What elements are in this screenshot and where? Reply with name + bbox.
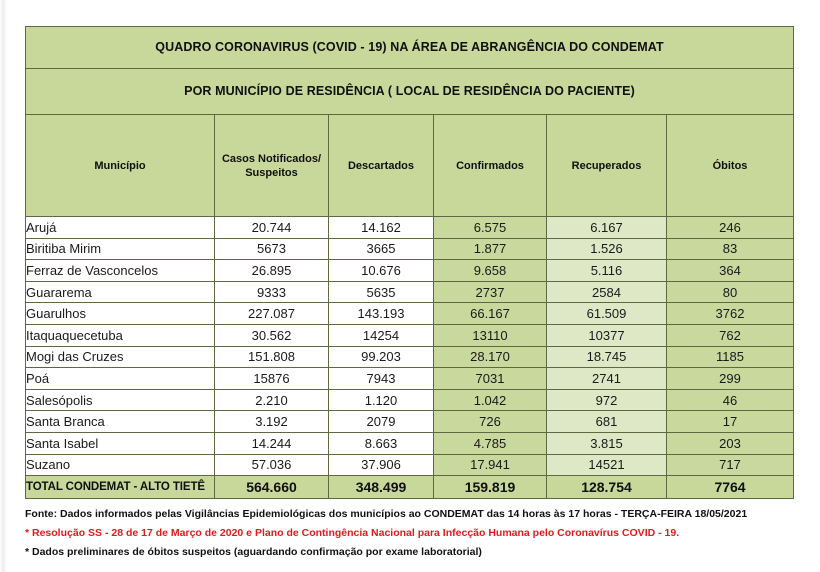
cell-recuperados: 1.526: [547, 238, 667, 260]
title-row-2: [26, 69, 794, 115]
cell-obitos: 17: [667, 411, 794, 433]
cell-descartados: 14.162: [329, 217, 434, 239]
report-title-line-2: POR MUNICÍPIO DE RESIDÊNCIA ( LOCAL DE RESIDÊNCIA DO PACIENTE): [26, 69, 794, 115]
covid-table: [25, 26, 794, 499]
cell-confirmados: 66.167: [434, 303, 547, 325]
cell-obitos: 1185: [667, 346, 794, 368]
cell-recuperados: 2584: [547, 281, 667, 303]
cell-notificados: 26.895: [215, 260, 329, 282]
cell-recuperados: 972: [547, 389, 667, 411]
cell-municipio: Ferraz de Vasconcelos: [26, 260, 215, 282]
cell-confirmados: 1.042: [434, 389, 547, 411]
cell-recuperados: 61.509: [547, 303, 667, 325]
total-descartados: 348.499: [329, 476, 434, 499]
total-recuperados: 128.754: [547, 476, 667, 499]
cell-descartados: 2079: [329, 411, 434, 433]
cell-municipio: Poá: [26, 368, 215, 390]
column-header-casos-line-2: Suspeitos: [245, 166, 298, 179]
cell-notificados: 3.192: [215, 411, 329, 433]
cell-notificados: 14.244: [215, 432, 329, 454]
table-row: [26, 217, 794, 239]
report-title-line-1: QUADRO CORONAVIRUS (COVID - 19) NA ÁREA DE ABRANGÊNCIA DO CONDEMAT: [26, 27, 794, 69]
cell-obitos: 299: [667, 368, 794, 390]
cell-municipio: Suzano: [26, 454, 215, 476]
footnote-source: Fonte: Dados informados pelas Vigilâncias Epidemiológicas dos municípios ao CONDEMAT das 14 horas às 17 horas - TERÇA-FEIRA 18/05/2021: [25, 508, 748, 521]
table-row: [26, 389, 794, 411]
cell-municipio: Itaquaquecetuba: [26, 324, 215, 346]
cell-notificados: 227.087: [215, 303, 329, 325]
cell-obitos: 717: [667, 454, 794, 476]
cell-notificados: 57.036: [215, 454, 329, 476]
cell-confirmados: 13110: [434, 324, 547, 346]
cell-confirmados: 17.941: [434, 454, 547, 476]
cell-municipio: Santa Branca: [26, 411, 215, 433]
footnotes: [25, 503, 793, 560]
cell-municipio: Santa Isabel: [26, 432, 215, 454]
cell-recuperados: 6.167: [547, 217, 667, 239]
cell-confirmados: 28.170: [434, 346, 547, 368]
cell-confirmados: 9.658: [434, 260, 547, 282]
cell-descartados: 1.120: [329, 389, 434, 411]
total-obitos: 7764: [667, 476, 794, 499]
cell-notificados: 9333: [215, 281, 329, 303]
cell-municipio: Mogi das Cruzes: [26, 346, 215, 368]
column-header-recuperados: Recuperados: [547, 115, 667, 217]
cell-notificados: 20.744: [215, 217, 329, 239]
cell-confirmados: 726: [434, 411, 547, 433]
cell-notificados: 15876: [215, 368, 329, 390]
table-row: [26, 281, 794, 303]
cell-descartados: 8.663: [329, 432, 434, 454]
cell-descartados: 143.193: [329, 303, 434, 325]
cell-municipio: Biritiba Mirim: [26, 238, 215, 260]
cell-confirmados: 7031: [434, 368, 547, 390]
total-notificados: 564.660: [215, 476, 329, 499]
column-header-descartados: Descartados: [329, 115, 434, 217]
table-row: [26, 432, 794, 454]
cell-obitos: 80: [667, 281, 794, 303]
cell-descartados: 5635: [329, 281, 434, 303]
column-header-row: [26, 115, 794, 217]
cell-descartados: 10.676: [329, 260, 434, 282]
footnote-resolucao: * Resolução SS - 28 de 17 de Março de 2020 e Plano de Contingência Nacional para Infecção Humana pelo Coronavírus COVID - 19.: [25, 527, 680, 540]
cell-descartados: 14254: [329, 324, 434, 346]
page-left-edge: [0, 0, 7, 572]
cell-descartados: 3665: [329, 238, 434, 260]
column-header-casos-line-1: Casos Notificados/: [221, 152, 322, 165]
total-confirmados: 159.819: [434, 476, 547, 499]
column-header-casos-notificados: [215, 115, 329, 217]
table-row: [26, 368, 794, 390]
table-row: [26, 260, 794, 282]
cell-descartados: 99.203: [329, 346, 434, 368]
table-row: [26, 324, 794, 346]
covid-report-sheet: [25, 26, 793, 560]
table-row: [26, 303, 794, 325]
cell-notificados: 151.808: [215, 346, 329, 368]
cell-confirmados: 4.785: [434, 432, 547, 454]
cell-notificados: 30.562: [215, 324, 329, 346]
cell-recuperados: 681: [547, 411, 667, 433]
table-row: [26, 238, 794, 260]
cell-recuperados: 2741: [547, 368, 667, 390]
table-row: [26, 454, 794, 476]
cell-obitos: 762: [667, 324, 794, 346]
cell-municipio: Guararema: [26, 281, 215, 303]
cell-recuperados: 3.815: [547, 432, 667, 454]
title-row-1: [26, 27, 794, 69]
cell-notificados: 2.210: [215, 389, 329, 411]
cell-municipio: Arujá: [26, 217, 215, 239]
cell-municipio: Guarulhos: [26, 303, 215, 325]
table-row: [26, 411, 794, 433]
total-label: TOTAL CONDEMAT - ALTO TIETÊ: [26, 476, 215, 499]
cell-recuperados: 10377: [547, 324, 667, 346]
cell-recuperados: 18.745: [547, 346, 667, 368]
cell-confirmados: 1.877: [434, 238, 547, 260]
cell-municipio: Salesópolis: [26, 389, 215, 411]
cell-descartados: 37.906: [329, 454, 434, 476]
cell-obitos: 246: [667, 217, 794, 239]
cell-obitos: 364: [667, 260, 794, 282]
cell-obitos: 83: [667, 238, 794, 260]
column-header-municipio: Município: [26, 115, 215, 217]
cell-recuperados: 14521: [547, 454, 667, 476]
cell-confirmados: 6.575: [434, 217, 547, 239]
cell-obitos: 46: [667, 389, 794, 411]
column-header-obitos: Óbitos: [667, 115, 794, 217]
cell-confirmados: 2737: [434, 281, 547, 303]
cell-notificados: 5673: [215, 238, 329, 260]
column-header-confirmados: Confirmados: [434, 115, 547, 217]
cell-descartados: 7943: [329, 368, 434, 390]
total-row: [26, 476, 794, 499]
cell-obitos: 203: [667, 432, 794, 454]
cell-obitos: 3762: [667, 303, 794, 325]
cell-recuperados: 5.116: [547, 260, 667, 282]
footnote-obitos-preliminares: * Dados preliminares de óbitos suspeitos (aguardando confirmação por exame laboratorial): [25, 546, 482, 559]
table-row: [26, 346, 794, 368]
